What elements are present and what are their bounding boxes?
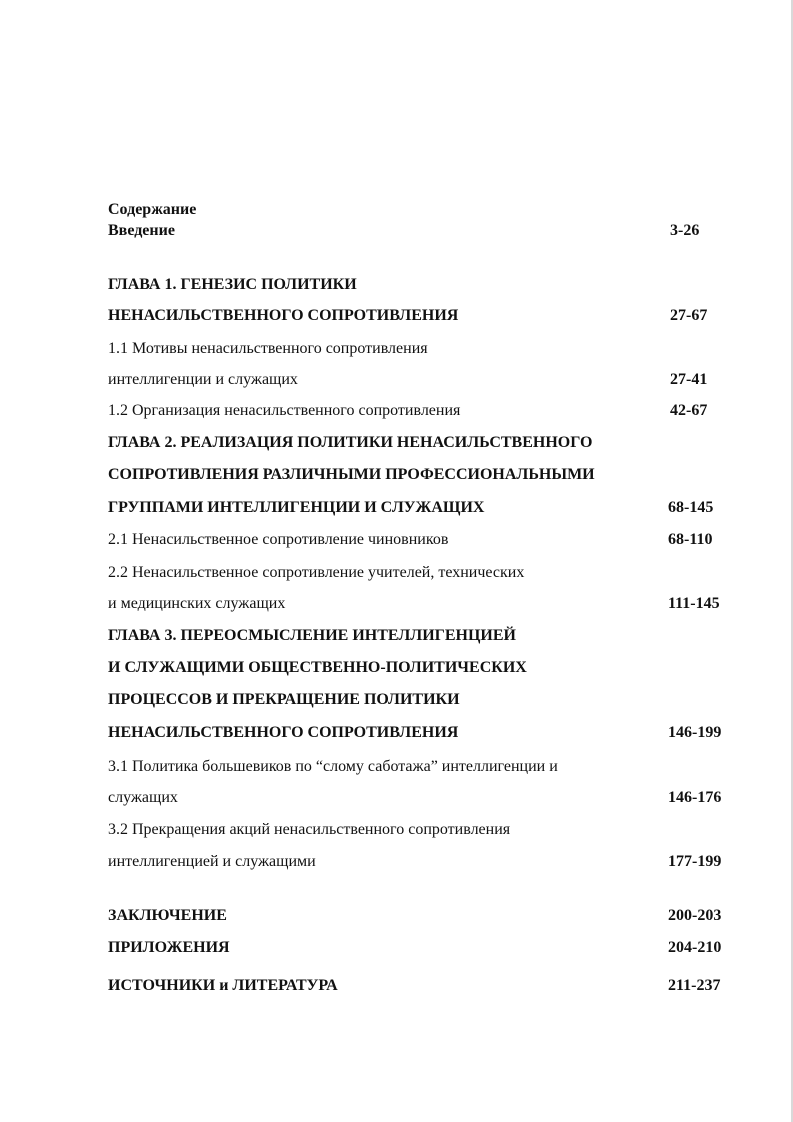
chapter3-title-line2: И СЛУЖАЩИМИ ОБЩЕСТВЕННО-ПОЛИТИЧЕСКИХ — [108, 659, 527, 676]
section-1-1-pages: 27-41 — [670, 371, 708, 388]
section-1-2-pages: 42-67 — [670, 402, 708, 419]
toc-intro-label: Введение — [108, 222, 175, 239]
toc-intro-pages: 3-26 — [670, 222, 700, 239]
chapter1-title-line1: ГЛАВА 1. ГЕНЕЗИС ПОЛИТИКИ — [108, 276, 357, 293]
section-1-2: 1.2 Организация ненасильственного сопротивления — [108, 402, 461, 419]
chapter3-title-line1: ГЛАВА 3. ПЕРЕОСМЫСЛЕНИЕ ИНТЕЛЛИГЕНЦИЕЙ — [108, 627, 516, 644]
section-1-1-line2: интеллигенции и служащих — [108, 371, 298, 388]
appendix-pages: 204-210 — [668, 939, 722, 956]
section-3-1-line2: служащих — [108, 789, 178, 806]
section-2-1: 2.1 Ненасильственное сопротивление чиновников — [108, 531, 449, 548]
section-2-2-line2: и медицинских служащих — [108, 595, 286, 612]
appendix-label: ПРИЛОЖЕНИЯ — [108, 939, 230, 956]
section-3-1-line1: 3.1 Политика большевиков по “слому саботажа” интеллигенции и — [108, 758, 558, 775]
toc-heading: Содержание — [108, 201, 197, 218]
chapter2-pages: 68-145 — [668, 499, 714, 516]
section-2-1-pages: 68-110 — [668, 531, 713, 548]
section-3-2-line2: интеллигенцией и служащими — [108, 853, 316, 870]
chapter3-title-line4: НЕНАСИЛЬСТВЕННОГО СОПРОТИВЛЕНИЯ — [108, 724, 459, 741]
section-2-2-pages: 111-145 — [668, 595, 720, 612]
chapter1-pages: 27-67 — [670, 307, 708, 324]
section-3-2-line1: 3.2 Прекращения акций ненасильственного сопротивления — [108, 821, 511, 838]
section-3-1-pages: 146-176 — [668, 789, 722, 806]
chapter3-title-line3: ПРОЦЕССОВ И ПРЕКРАЩЕНИЕ ПОЛИТИКИ — [108, 691, 460, 708]
conclusion-label: ЗАКЛЮЧЕНИЕ — [108, 907, 227, 924]
conclusion-pages: 200-203 — [668, 907, 722, 924]
sources-pages: 211-237 — [668, 977, 721, 994]
chapter2-title-line3: ГРУППАМИ ИНТЕЛЛИГЕНЦИИ И СЛУЖАЩИХ — [108, 499, 485, 516]
chapter2-title-line1: ГЛАВА 2. РЕАЛИЗАЦИЯ ПОЛИТИКИ НЕНАСИЛЬСТВЕННОГО — [108, 434, 593, 451]
section-1-1-line1: 1.1 Мотивы ненасильственного сопротивления — [108, 340, 428, 357]
section-2-2-line1: 2.2 Ненасильственное сопротивление учителей, технических — [108, 564, 525, 581]
section-3-2-pages: 177-199 — [668, 853, 722, 870]
chapter1-title-line2: НЕНАСИЛЬСТВЕННОГО СОПРОТИВЛЕНИЯ — [108, 307, 459, 324]
chapter3-pages: 146-199 — [668, 724, 722, 741]
sources-label: ИСТОЧНИКИ и ЛИТЕРАТУРА — [108, 977, 338, 994]
chapter2-title-line2: СОПРОТИВЛЕНИЯ РАЗЛИЧНЫМИ ПРОФЕССИОНАЛЬНЫМИ — [108, 466, 595, 483]
